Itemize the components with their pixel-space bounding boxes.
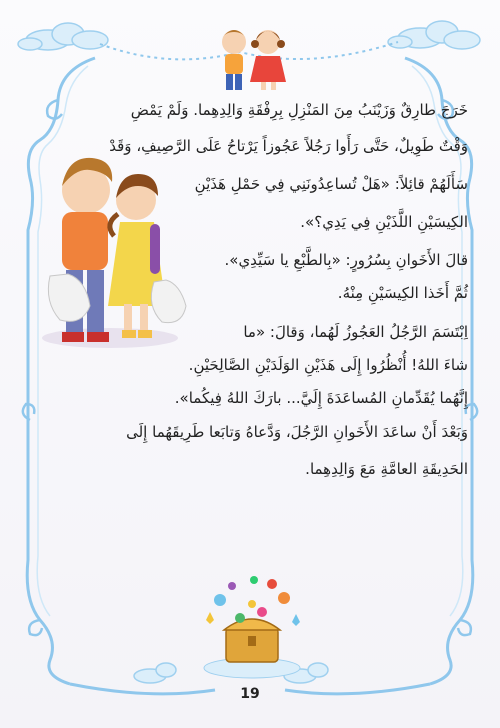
kids-top-illustration-icon — [222, 30, 286, 90]
story-line: شاءَ اللهُ! أُنْظُرُوا إِلَى هَذَيْنِ الوَلَدَيْنِ الصَّالِحَيْنِ. — [188, 356, 468, 374]
treasure-chest-illustration-icon — [204, 576, 300, 678]
story-line: سَأَلَهُمْ قائِلاً: «هَلْ تُساعِدُونَنِي فِي حَمْلِ هَذَيْنِ — [194, 175, 468, 193]
story-line: قالَ الأَخَوانِ بِسُرُورٍ: «بِالطَّبْعِ يا سَيِّدِي». — [224, 251, 468, 269]
dotted-garland — [100, 42, 398, 59]
cloud-bottom-left-icon — [134, 663, 176, 683]
story-line: إِنَّهُما يُقَدِّمانِ المُساعَدَةَ إِلَيَّ... بارَكَ اللهُ فِيكُما». — [174, 389, 468, 407]
page-number: 19 — [240, 686, 260, 702]
story-line: ثُمَّ أَخَذا الكِيسَيْنِ مِنْهُ. — [337, 284, 468, 302]
story-line: الحَدِيقَةِ العامَّةِ مَعَ وَالِدِهِما. — [305, 460, 468, 478]
story-line: اِبْتَسَمَ الرَّجُلُ العَجُوزُ لَهُما، وَقالَ: «ما — [243, 323, 468, 341]
kids-with-bags-illustration-icon — [42, 158, 186, 348]
story-line: الكِيسَيْنِ اللَّذَيْنِ فِي يَدِي؟». — [300, 213, 468, 231]
cloud-top-left-icon — [18, 23, 108, 50]
story-line: وَقْتٌ طَوِيلٌ، حَتَّى رَأَوا رَجُلاً عَجُوزاً يَرْتاحُ عَلَى الرَّصِيفِ، وَقَدْ — [109, 137, 468, 155]
story-line: وَبَعْدَ أَنْ ساعَدَ الأَخَوانِ الرَّجُلَ، وَدَّعاهُ وَتابَعا طَرِيقَهُما إِلَى — [126, 423, 468, 441]
cloud-top-right-icon — [388, 21, 480, 49]
story-line: خَرَجَ طارِقٌ وَزَيْنَبُ مِنَ المَنْزِلِ بِرِفْقَةِ وَالِدِهِما. وَلَمْ يَمْضِ — [130, 101, 468, 119]
